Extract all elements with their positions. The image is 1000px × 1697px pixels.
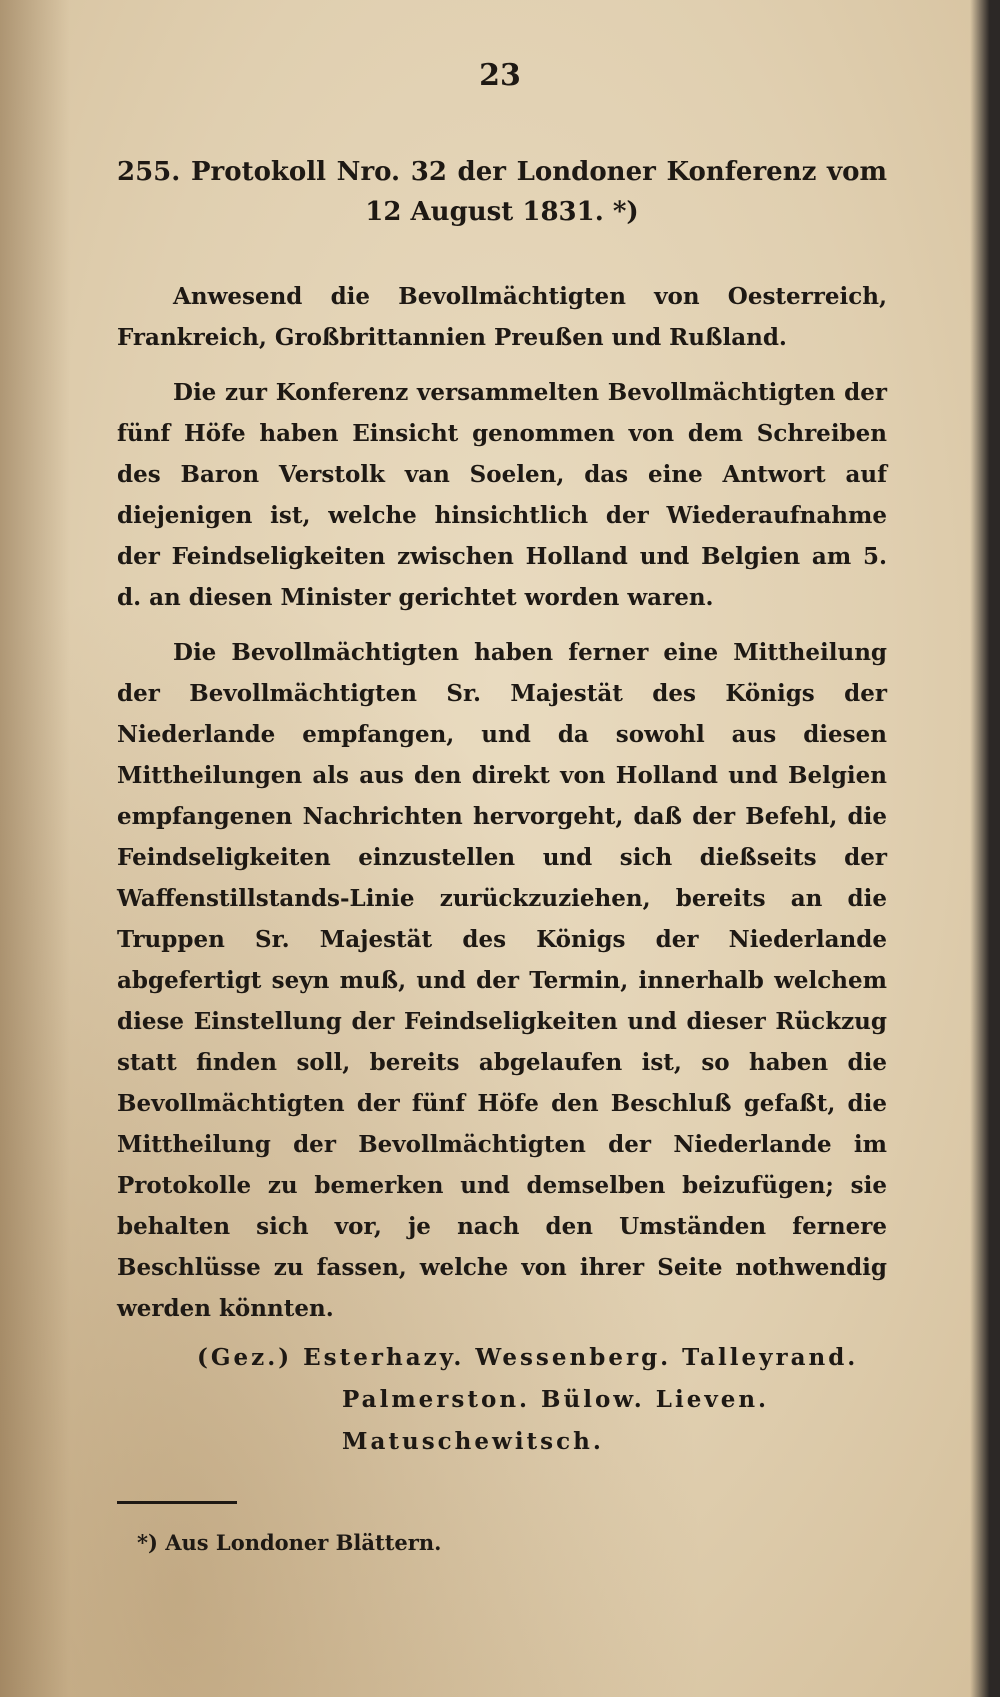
signature-line-2: Palmerston. Bülow. Lieven.: [342, 1386, 770, 1413]
entry-heading-line-1: 255. Protokoll Nro. 32 der Londoner Konferenz vom: [117, 157, 887, 187]
footnote-divider: [117, 1501, 237, 1504]
paragraph-attendance: Anwesend die Bevollmächtigten von Oesterreich, Frankreich, Großbrittannien Preußen und Rußland.: [117, 283, 887, 351]
entry-heading-line-2: 12 August 1831. *): [365, 197, 639, 227]
paragraph-letter-received: Die zur Konferenz versammelten Bevollmächtigten der fünf Höfe haben Einsicht genommen von dem Schreiben des Baron Verstolk van Soelen, das eine Antwort auf diejenigen ist, welche hinsichtlich der Wiederaufnahme der Feindseligkeiten zwischen Holland und Belgien am 5. d. an diesen Minister gerichtet worden waren.: [117, 379, 887, 611]
entry-heading: [117, 152, 887, 232]
signatures-block: [117, 1337, 887, 1463]
signature-line-1: (Gez.) Esterhazy. Wessenberg. Talleyrand.: [197, 1344, 859, 1371]
signature-line-3: Matuschewitsch.: [342, 1428, 604, 1455]
paragraph-resolution: Die Bevollmächtigten haben ferner eine Mittheilung der Bevollmächtigten Sr. Majestät des Königs der Niederlande empfangen, und da sowohl aus diesen Mittheilungen als aus den direkt von Holland und Belgien empfangenen Nachrichten hervorgeht, daß der Befehl, die Feindseligkeiten einzustellen und sich dießseits der Waffenstillstands-Linie zurückzuziehen, bereits an die Truppen Sr. Majestät des Königs der Niederlande abgefertigt seyn muß, und der Termin, innerhalb welchem diese Einstellung der Feindseligkeiten und dieser Rückzug statt finden soll, bereits abgelaufen ist, so haben die Bevollmächtigten der fünf Höfe den Beschluß gefaßt, die Mittheilung der Bevollmächtigten der Niederlande im Protokolle zu bemerken und demselben beizufügen; sie behalten sich vor, je nach den Umständen fernere Beschlüsse zu fassen, welche von ihrer Seite nothwendig werden könnten.: [117, 639, 887, 1322]
page-content: [117, 152, 887, 1555]
page-number: 23: [479, 58, 521, 93]
footnote: *) Aus Londoner Blättern.: [137, 1530, 442, 1555]
